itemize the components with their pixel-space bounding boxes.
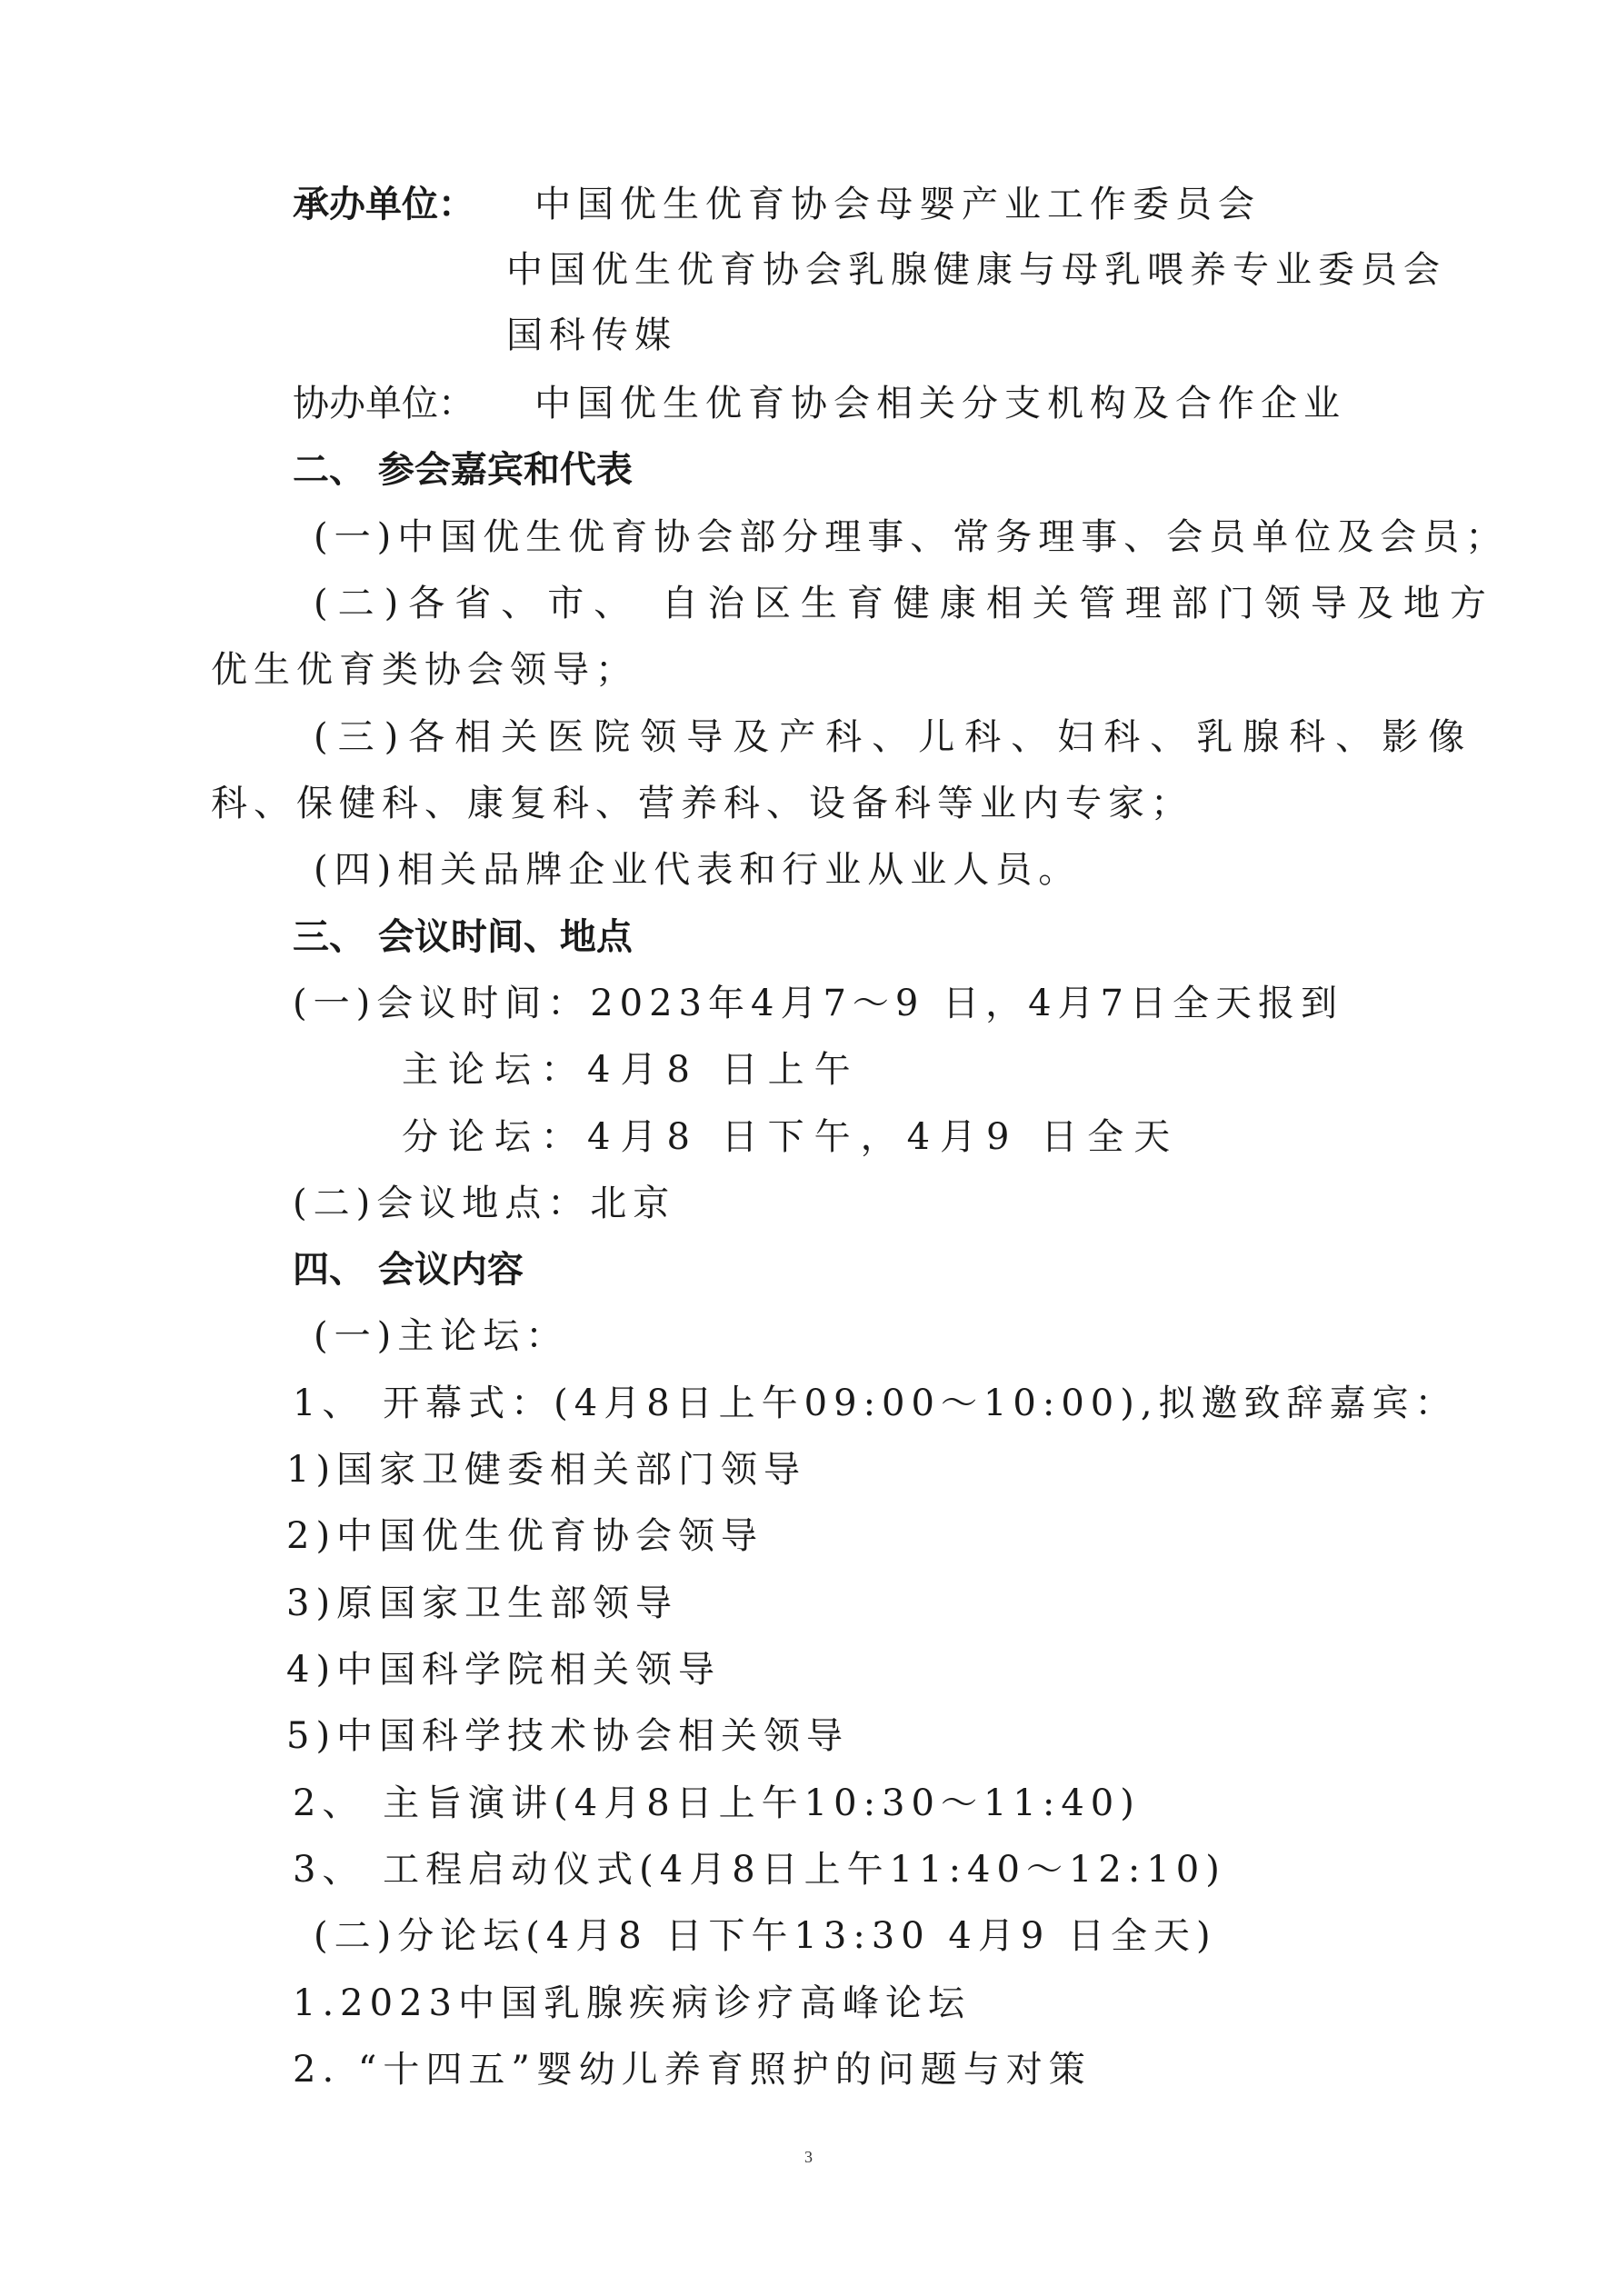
attendee-item-2: (二)各省、市、 自治区生育健康相关管理部门领导及地方 [314,583,1496,624]
sub-forum-time: 分论坛：4月8 日下午，4月9 日全天 [402,1116,1181,1158]
attendee-item-3: (三)各相关医院领导及产科、儿科、妇科、乳腺科、影像 [314,716,1475,758]
co-line-1: 中国优生优育协会相关分支机构及合作企业 [534,383,1346,424]
host-line-2: 中国优生优育协会乳腺健康与母乳喂养专业委员会 [506,249,1446,291]
sub-forum-item-2: 2. “十四五”婴幼儿养育照护的问题与对策 [293,2049,1092,2091]
guest-item-5: 5)中国科学技术协会相关领导 [286,1715,850,1757]
launch-ceremony: 3、 工程启动仪式(4月8日上午11:40～12:10) [293,1849,1226,1891]
host-line-1: 中国优生优育协会母婴产业工作委员会 [534,184,1261,225]
host-line-3: 国科传媒 [506,314,677,356]
section-heading-3: 三、 会议时间、地点 [293,916,633,958]
meeting-time: (一)会议时间：2023年4月7～9 日，4月7日全天报到 [293,983,1343,1024]
sub-forum-item-1: 1.2023中国乳腺疾病诊疗高峰论坛 [293,1982,971,2024]
guest-item-1: 1)国家卫健委相关部门领导 [286,1449,807,1491]
attendee-item-4: (四)相关品牌企业代表和行业从业人员。 [314,849,1082,891]
sub-forum-label: (二)分论坛(4月8 日下午13:30 4月9 日全天) [314,1915,1217,1957]
host-label: 承办单位： [293,184,474,225]
page-number: 3 [804,2148,813,2166]
section-heading-4: 四、 会议内容 [293,1249,524,1291]
main-forum-label: (一)主论坛： [314,1315,569,1357]
opening-ceremony: 1、 开幕式：(4月8日上午09:00～10:00),拟邀致辞嘉宾： [293,1383,1458,1424]
attendee-item-1: (一)中国优生优育协会部分理事、常务理事、会员单位及会员； [314,516,1509,558]
co-label: 协办单位： [293,383,474,424]
attendee-item-3-cont: 科、保健科、康复科、营养科、设备科等业内专家； [211,783,1193,824]
guest-item-2: 2)中国优生优育协会领导 [286,1515,764,1557]
attendee-item-2-cont: 优生优育类协会领导； [211,649,638,691]
keynote-speech: 2、 主旨演讲(4月8日上午10:30～11:40) [293,1782,1141,1824]
section-heading-2: 二、 参会嘉宾和代表 [293,449,633,491]
guest-item-4: 4)中国科学院相关领导 [286,1649,722,1691]
main-forum-time: 主论坛：4月8 日上午 [402,1049,861,1091]
guest-item-3: 3)原国家卫生部领导 [286,1582,679,1624]
meeting-place: (二)会议地点：北京 [293,1183,676,1224]
